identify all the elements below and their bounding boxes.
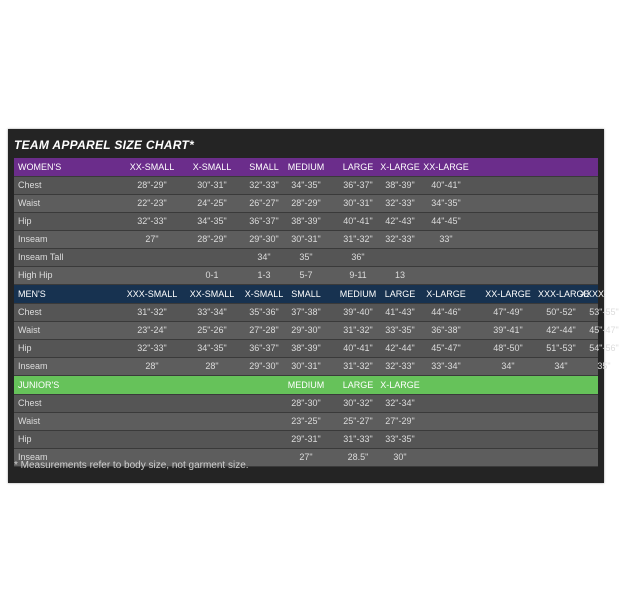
size-column-header: SMALL	[249, 162, 279, 172]
size-value: 38"-39"	[291, 343, 321, 353]
size-value: 29"-30"	[249, 361, 279, 371]
size-value: 0-1	[205, 270, 219, 280]
size-value: 54"-56"	[589, 343, 619, 353]
size-column-header: MEDIUM	[339, 289, 377, 299]
chart-title: TEAM APPAREL SIZE CHART*	[14, 138, 195, 152]
size-value: 32"-33"	[137, 216, 167, 226]
size-value: 32"-33"	[385, 234, 415, 244]
size-value: 33"-35"	[385, 434, 415, 444]
measurement-label: Inseam Tall	[18, 252, 64, 262]
size-value: 35"	[299, 252, 313, 262]
measurement-label: Inseam	[18, 234, 48, 244]
size-value: 38"-39"	[291, 216, 321, 226]
size-value: 39"-41"	[493, 325, 523, 335]
table-row	[14, 249, 598, 267]
table-row	[14, 322, 619, 340]
size-value: 30"-31"	[291, 361, 321, 371]
size-value: 32"-34"	[385, 398, 415, 408]
size-column-header: XX-SMALL	[129, 162, 175, 172]
size-value: 30"-32"	[343, 398, 373, 408]
size-value: 40"-41"	[343, 216, 373, 226]
size-value: 33"-34"	[197, 307, 227, 317]
size-column-header: LARGE	[342, 162, 374, 172]
size-value: 32"-33"	[385, 198, 415, 208]
size-value: 45"-47"	[589, 325, 619, 335]
size-value: 31"-32"	[343, 361, 373, 371]
size-column-header: X-SMALL	[192, 162, 232, 172]
size-value: 30"-31"	[197, 180, 227, 190]
size-value: 53"-55"	[589, 307, 619, 317]
size-value: 26"-27"	[249, 198, 279, 208]
table-row	[14, 413, 598, 431]
size-value: 31"-32"	[343, 234, 373, 244]
size-column-header: XXXX-LARGE	[580, 289, 638, 299]
table-row	[14, 340, 619, 358]
size-value: 24"-25"	[197, 198, 227, 208]
measurement-label: High Hip	[18, 270, 53, 280]
junior-header-row	[14, 376, 598, 395]
size-value: 28"-29"	[137, 180, 167, 190]
measurement-label: Chest	[18, 307, 42, 317]
size-value: 40"-41"	[431, 180, 461, 190]
size-value: 29"-31"	[291, 434, 321, 444]
size-value: 28.5"	[347, 452, 369, 462]
size-value: 42"-44"	[546, 325, 576, 335]
size-value: 36"-37"	[249, 216, 279, 226]
size-value: 44"-45"	[431, 216, 461, 226]
size-column-header: X-LARGE	[426, 289, 466, 299]
size-value: 31"-33"	[343, 434, 373, 444]
size-value: 28"	[145, 361, 159, 371]
size-value: 34"	[257, 252, 271, 262]
size-value: 34"	[554, 361, 568, 371]
size-value: 39"-40"	[343, 307, 373, 317]
size-value: 38"-39"	[385, 180, 415, 190]
size-value: 33"-35"	[385, 325, 415, 335]
size-column-header: X-LARGE	[380, 380, 420, 390]
size-value: 50"-52"	[546, 307, 576, 317]
size-value: 41"-43"	[385, 307, 415, 317]
measurement-label: Waist	[18, 198, 41, 208]
size-value: 30"-31"	[291, 234, 321, 244]
women-header-row	[14, 158, 598, 177]
table-row	[14, 177, 598, 195]
size-column-header: XX-LARGE	[485, 289, 531, 299]
table-row	[14, 231, 598, 249]
size-column-header: XX-SMALL	[189, 289, 235, 299]
table-row	[14, 358, 611, 376]
size-value: 30"-31"	[343, 198, 373, 208]
size-column-header: MEDIUM	[287, 380, 325, 390]
size-value: 42"-43"	[385, 216, 415, 226]
size-value: 32"-33"	[249, 180, 279, 190]
size-value: 31"-32"	[137, 307, 167, 317]
size-value: 34"	[501, 361, 515, 371]
size-column-header: XXX-LARGE	[538, 289, 590, 299]
size-column-header: X-SMALL	[244, 289, 284, 299]
size-value: 30"	[393, 452, 407, 462]
measurement-label: Hip	[18, 216, 32, 226]
size-value: 33"-34"	[431, 361, 461, 371]
size-value: 34"-35"	[197, 343, 227, 353]
section-title: JUNIOR'S	[18, 380, 60, 390]
size-value: 32"-33"	[137, 343, 167, 353]
table-row	[14, 431, 598, 449]
size-value: 35"	[597, 361, 611, 371]
size-value: 27"-28"	[249, 325, 279, 335]
size-value: 34"-35"	[291, 180, 321, 190]
men-header-row	[14, 285, 638, 304]
table-row	[14, 267, 598, 285]
size-value: 36"-37"	[343, 180, 373, 190]
size-value: 40"-41"	[343, 343, 373, 353]
size-value: 28"	[205, 361, 219, 371]
size-column-header: LARGE	[384, 289, 416, 299]
size-column-header: X-LARGE	[380, 162, 420, 172]
size-column-header: SMALL	[291, 289, 321, 299]
size-table	[14, 158, 638, 467]
size-value: 13	[394, 270, 405, 280]
size-value: 34"-35"	[197, 216, 227, 226]
size-value: 51"-53"	[546, 343, 576, 353]
section-title: WOMEN'S	[18, 162, 62, 172]
size-value: 23"-24"	[137, 325, 167, 335]
size-value: 29"-30"	[249, 234, 279, 244]
size-value: 31"-32"	[343, 325, 373, 335]
table-row	[14, 195, 598, 213]
table-row	[14, 213, 598, 231]
size-value: 28"-29"	[291, 198, 321, 208]
size-value: 33"	[439, 234, 453, 244]
size-column-header: XX-LARGE	[423, 162, 469, 172]
size-value: 27"	[299, 452, 313, 462]
size-value: 32"-33"	[385, 361, 415, 371]
size-value: 44"-46"	[431, 307, 461, 317]
size-value: 23"-25"	[291, 416, 321, 426]
size-value: 9-11	[349, 270, 367, 280]
size-column-header: LARGE	[342, 380, 374, 390]
measurement-label: Waist	[18, 325, 41, 335]
size-value: 35"-36"	[249, 307, 279, 317]
size-value: 42"-44"	[385, 343, 415, 353]
measurement-label: Inseam	[18, 452, 48, 462]
size-value: 22"-23"	[137, 198, 167, 208]
size-value: 27"-29"	[385, 416, 415, 426]
measurement-label: Chest	[18, 398, 42, 408]
measurement-label: Waist	[18, 416, 41, 426]
size-value: 5-7	[299, 270, 313, 280]
size-value: 25"-27"	[343, 416, 373, 426]
size-value: 36"	[351, 252, 365, 262]
table-row	[14, 395, 598, 413]
size-column-header: XXX-SMALL	[126, 289, 178, 299]
section-title: MEN'S	[18, 289, 46, 299]
measurement-label: Hip	[18, 434, 32, 444]
size-value: 29"-30"	[291, 325, 321, 335]
table-row	[14, 304, 619, 322]
footnote: * Measurements refer to body size, not garment size.	[14, 460, 249, 471]
size-value: 25"-26"	[197, 325, 227, 335]
size-value: 28"-29"	[197, 234, 227, 244]
size-value: 47"-49"	[493, 307, 523, 317]
measurement-label: Hip	[18, 343, 32, 353]
size-value: 36"-38"	[431, 325, 461, 335]
size-value: 1-3	[257, 270, 271, 280]
size-value: 27"	[145, 234, 159, 244]
size-column-header: MEDIUM	[287, 162, 325, 172]
measurement-label: Chest	[18, 180, 42, 190]
size-value: 36"-37"	[249, 343, 279, 353]
size-value: 48"-50"	[493, 343, 523, 353]
size-value: 28"-30"	[291, 398, 321, 408]
size-value: 34"-35"	[431, 198, 461, 208]
size-value: 37"-38"	[291, 307, 321, 317]
size-value: 45"-47"	[431, 343, 461, 353]
measurement-label: Inseam	[18, 361, 48, 371]
